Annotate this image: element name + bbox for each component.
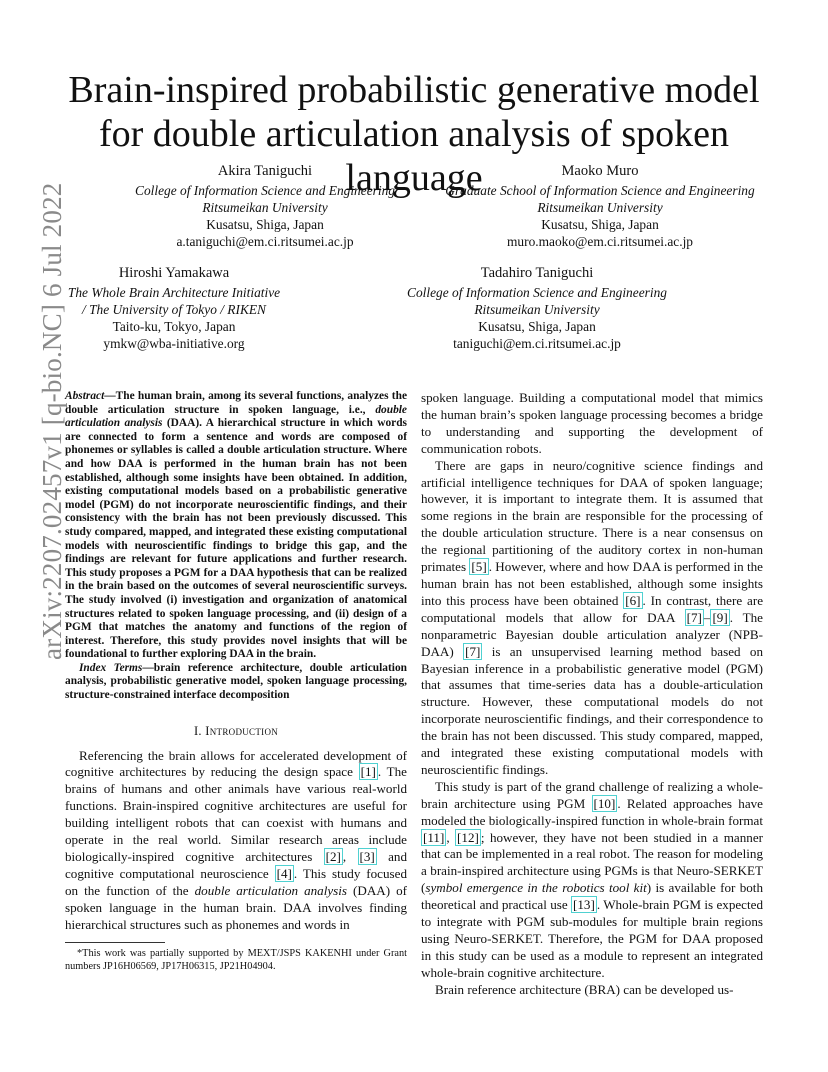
paragraph-text: . The brains of humans and other animals have various real-world functions. Brain-inspired cognitive architectures are useful for building intelligent robots that can coexist with humans and operate in the real world. Similar research areas include biologically-inspired cognitive architectures: [65, 764, 407, 864]
author-location: Kusatsu, Shiga, Japan: [478, 319, 596, 334]
citation-link[interactable]: [4]: [276, 865, 292, 881]
section-heading-introduction: [65, 723, 407, 740]
paragraph: spoken language. Building a computational model that mimics the human brain’s spoken language processing becomes a bridge to understanding and supporting the development of communication robots.: [421, 390, 763, 456]
paragraph-text: is an unsupervised learning method based on Bayesian inference in a probabilistic generative model (PGM) that assumes that time-series data has a double-articulation structure. However, these computational models do not incorporate neuroscientific findings, and their correspondence to the brain has not been discussed. This study compared, mapped, and integrated these existing computational models with neuroscientific findings.: [421, 643, 763, 777]
author-block-3: [55, 265, 293, 352]
citation-link[interactable]: [9]: [712, 609, 728, 625]
paragraph-text: ,: [342, 849, 358, 864]
author-affiliation: College of Information Science and Engineering: [407, 285, 667, 300]
citation-link[interactable]: [12]: [457, 829, 479, 845]
citation-link[interactable]: [7]: [465, 643, 481, 659]
citation-link[interactable]: [10]: [593, 795, 616, 811]
paragraph-emphasis: double articulation analysis: [194, 882, 348, 898]
author-location: Taito-ku, Tokyo, Japan: [112, 319, 236, 334]
section-number: I.: [193, 723, 206, 738]
citation-link[interactable]: [1]: [360, 764, 376, 780]
citation-link[interactable]: [11]: [423, 829, 445, 845]
right-column: [421, 390, 763, 999]
citation-link[interactable]: [13]: [573, 897, 595, 913]
paragraph: [421, 779, 763, 982]
author-block-4: [360, 265, 714, 352]
author-institution: / The University of Tokyo / RIKEN: [82, 302, 266, 317]
paragraph-text: There are gaps in neuro/cognitive science findings and artificial intelligence techniques for DAA of spoken language; however, it is important to integrate them. It is assumed that some regions in the brain are responsible for the processing of the double articulation structure. There is a near consensus on the regional partitioning of the auditory cortex in non-human primates: [421, 457, 763, 575]
paragraph-text: ; however, they have not been studied in a manner that can be implemented in a real robot. The reason for modeling a brain-inspired architecture using PGMs is that Neuro-SERKET (: [421, 829, 763, 896]
paragraph-text: . This study focused on the function of the: [65, 865, 407, 898]
author-block-2: [420, 163, 780, 250]
arxiv-identifier-text: arXiv:2207.02457v1 [q-bio.NC] 6 Jul 2022: [37, 182, 67, 660]
citation-link[interactable]: [2]: [325, 849, 341, 864]
author-affiliation: College of Information Science and Engineering: [135, 183, 395, 198]
author-email: taniguchi@em.ci.ritsumei.ac.jp: [453, 336, 621, 351]
paragraph-text: Referencing the brain allows for accelerated development of cognitive architectures by reducing the design space: [65, 747, 407, 780]
left-column: [65, 390, 407, 934]
author-name: Akira Taniguchi: [217, 163, 313, 179]
author-institution: Ritsumeikan University: [202, 200, 328, 215]
abstract-emphasis: double articulation analysis: [65, 403, 407, 430]
author-name: Tadahiro Taniguchi: [480, 265, 594, 281]
abstract-text: (DAA). A hierarchical structure in which words are connected to form a sentence and words are composed of phonemes or syllables is called a double articulation structure. Where and how DAA is performed in the human brain has not been established, although some insights have been obtained. In addition, existing computational models based on a probabilistic generative model (PGM) do not incorporate neuroscientific findings, and their consistency with the brain has not been previously discussed. This study compared, mapped, and integrated these existing computational models with neuroscientific findings to bridge this gap, and the findings are relevant for future applications and further research. This study proposes a PGM for a DAA hypothesis that can be realized in the brain based on the outcomes of several neuroscientific surveys. The study involved (i) investigation and organization of anatomical structures related to spoken language processing, and (ii) design of a PGM that matches the anatomy and functions of the region of interest. Therefore, this study provides novel insights that will be foundational to further exploring DAA in the brain.: [65, 417, 407, 661]
index-terms-lead: Index Terms: [79, 661, 143, 674]
paragraph: Brain reference architecture (BRA) can be developed us-: [435, 981, 734, 997]
intro-paragraph: [65, 748, 407, 934]
citation-link[interactable]: [3]: [359, 849, 375, 864]
index-terms: [65, 662, 407, 703]
paragraph-text: . Whole-brain PGM is expected to integrate with PGM sub-modules for multiple brain regions using Neuro-SERKET. Therefore, the PGM for DAA proposed in this study can be used as a module to represent an integrated whole-brain cognitive architecture.: [421, 897, 763, 980]
author-affiliation: Graduate School of Information Science and Engineering: [445, 183, 755, 198]
author-location: Kusatsu, Shiga, Japan: [206, 217, 324, 232]
paragraph-emphasis: symbol emergence in the robotics tool kit: [425, 880, 647, 896]
author-affiliation: The Whole Brain Architecture Initiative: [67, 285, 281, 300]
citation-link[interactable]: [7]: [686, 609, 702, 625]
paragraph-text: ) is available for both theoretical and practical use: [421, 880, 763, 913]
citation-link[interactable]: [6]: [625, 592, 641, 608]
author-email: muro.maoko@em.ci.ritsumei.ac.jp: [507, 234, 693, 249]
paper-title: Brain-inspired probabilistic generative model for double articulation analysis of spoken language: [68, 69, 760, 199]
paragraph-text: (DAA) of spoken language in the human brain. DAA involves finding hierarchical structures such as phonemes and words in: [65, 882, 408, 932]
author-location: Kusatsu, Shiga, Japan: [541, 217, 659, 232]
paragraph-text: –: [703, 609, 711, 625]
index-terms-text: —brain reference architecture, double articulation analysis, probabilistic generative model, spoken language processing, structure-constrained interface decomposition: [65, 661, 407, 702]
paragraph-text: . However, where and how DAA is performed in the human brain has not been established, although some insights into this process have been obtained: [421, 559, 763, 608]
paragraph-text: This study is part of the grand challenge of realizing a whole-brain architecture using PGM: [421, 778, 763, 811]
abstract: [65, 390, 407, 662]
footnote-divider: [65, 942, 165, 943]
paragraph-text: and cognitive computational neuroscience: [65, 849, 407, 881]
author-email: ymkw@wba-initiative.org: [103, 336, 245, 351]
author-name: Hiroshi Yamakawa: [118, 265, 230, 281]
author-email: a.taniguchi@em.ci.ritsumei.ac.jp: [176, 234, 354, 249]
author-block-1: [105, 163, 425, 250]
section-title: Introduction: [205, 723, 279, 738]
abstract-text: —The human brain, among its several functions, analyzes the double articulation structure in spoken language, i.e.,: [65, 390, 407, 416]
paragraph-text: . In contrast, there are computational models that allow for DAA: [421, 592, 764, 625]
paragraph-text: ,: [446, 829, 456, 845]
author-institution: Ritsumeikan University: [537, 200, 663, 215]
citation-link[interactable]: [5]: [471, 559, 487, 575]
author-name: Maoko Muro: [561, 163, 639, 179]
footnote: *This work was partially supported by MEXT/JSPS KAKENHI under Grant numbers JP16H06569, JP17H06315, JP21H04904.: [65, 948, 407, 972]
paragraph-text: . Related approaches have modeled the biologically-inspired function in whole-brain format: [421, 795, 763, 828]
paragraph: [421, 458, 763, 779]
paragraph-text: . The nonparametric Bayesian double articulation analyzer (NPB-DAA): [421, 609, 763, 659]
author-institution: Ritsumeikan University: [474, 302, 600, 317]
abstract-lead: Abstract: [65, 390, 105, 402]
